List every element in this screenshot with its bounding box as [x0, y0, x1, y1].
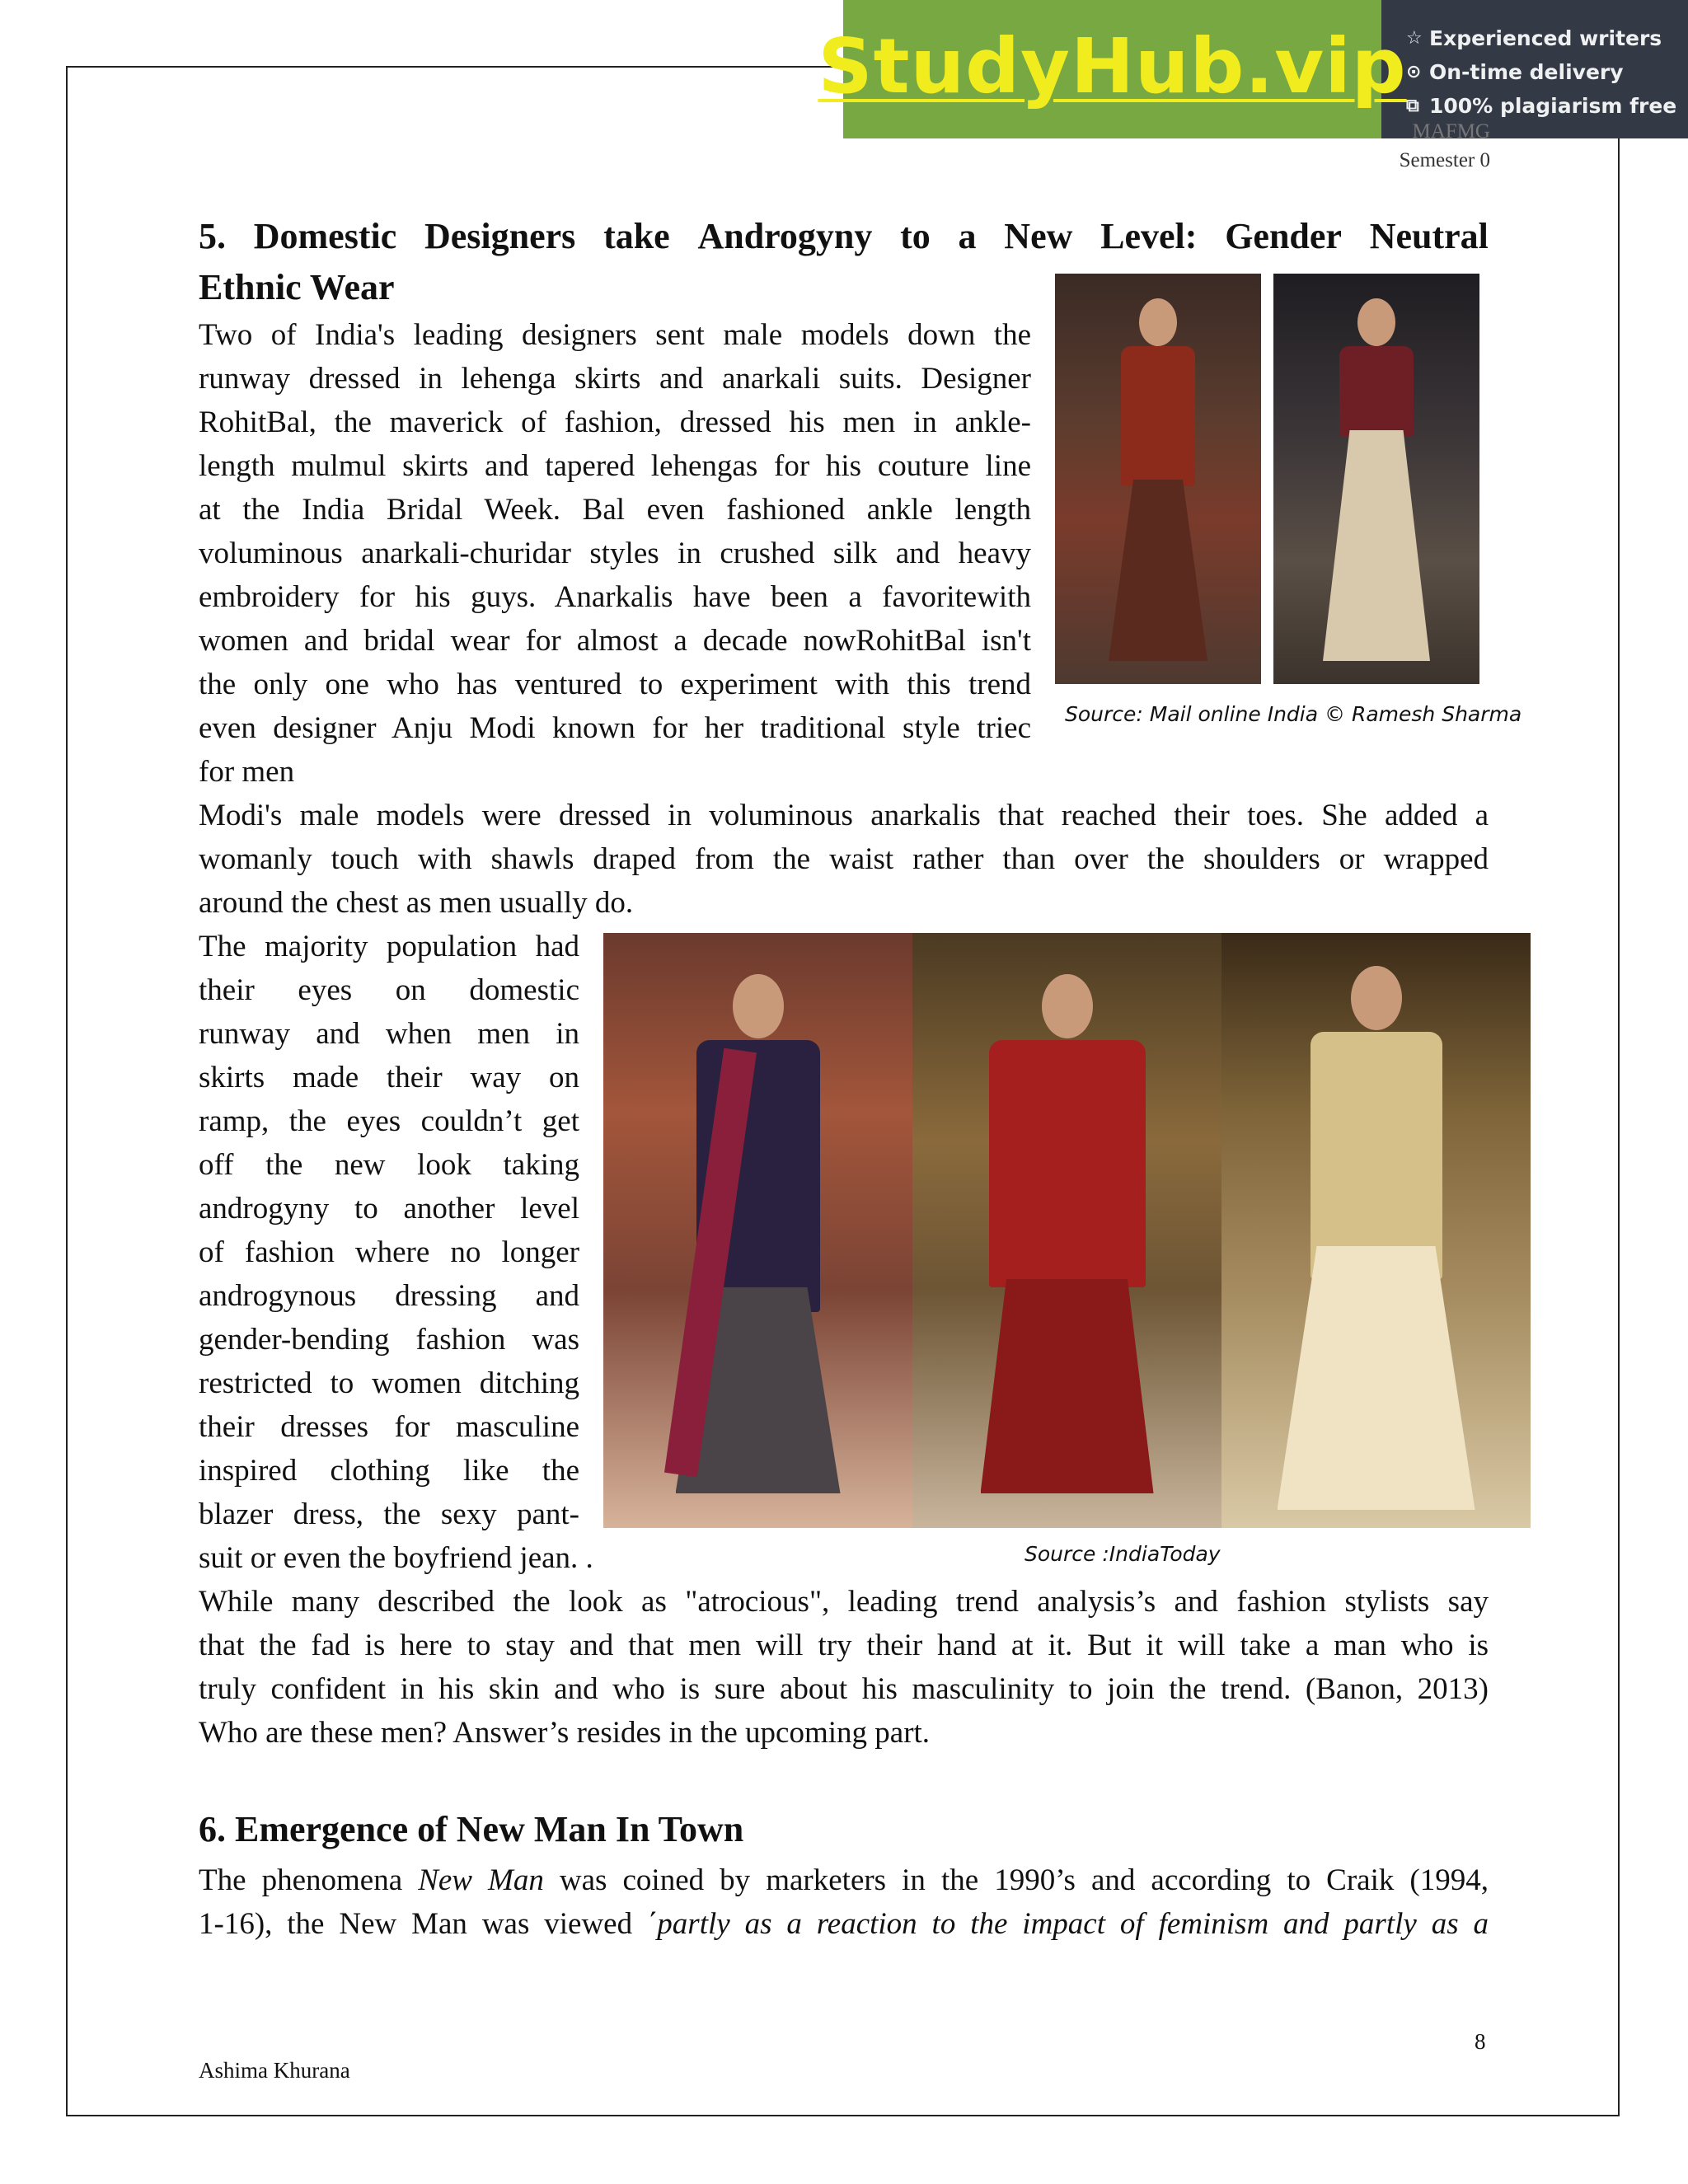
header-programme: MAFMG: [1412, 120, 1490, 143]
text-line: Two of India's leading designers sent male models down the: [199, 318, 1031, 352]
quotation: ΄partly as a reaction to the impact of feminism and partly as a: [646, 1907, 1489, 1941]
banner-features: [1381, 0, 1688, 138]
photo-caption-1: Source: Mail online India © Ramesh Sharma: [1065, 702, 1522, 726]
text-run: was coined by marketers in the 1990’s and according to Craik (1994,: [543, 1863, 1489, 1897]
paragraph-5: [199, 1858, 1489, 1946]
heading-word: 5.: [199, 216, 226, 256]
text-line: their eyes on domestic: [199, 973, 579, 1007]
runway-photo-cream-outfit: [1273, 274, 1479, 684]
text-line: ramp, the eyes couldn’t get: [199, 1104, 579, 1138]
studyhub-banner[interactable]: [818, 0, 1688, 138]
text-line: runway and when men in: [199, 1017, 579, 1051]
feature-label: 100% plagiarism free: [1429, 94, 1677, 118]
text-line: their dresses for masculine: [199, 1410, 579, 1444]
heading-line-2: Ethnic Wear: [199, 267, 395, 307]
text-line: length mulmul skirts and tapered lehengas for his couture line: [199, 449, 1031, 483]
heading-line-1: [199, 211, 1489, 262]
model-skirt: [981, 1279, 1154, 1493]
star-outline-icon: ☆: [1406, 28, 1423, 49]
text-line: even designer Anju Modi known for her traditional style triec: [199, 711, 1031, 745]
header-semester: Semester 0: [1399, 149, 1490, 171]
text-line: at the India Bridal Week. Bal even fashioned ankle length: [199, 493, 1031, 527]
text-line: suit or even the boyfriend jean. .: [199, 1541, 593, 1575]
author-name: Ashima Khurana: [199, 2058, 350, 2083]
text-run: 1-16), the New Man was viewed: [199, 1907, 647, 1941]
model-jacket: [1121, 346, 1195, 486]
heading-word: Designers: [424, 216, 576, 256]
feature-experienced-writers: [1406, 21, 1688, 55]
heading-word: Domestic: [253, 216, 397, 256]
emphasis-term: New Man: [418, 1863, 544, 1897]
text-line: While many described the look as "atrocious", leading trend analysis’s and fashion stylists say: [199, 1585, 1489, 1619]
page-number: 8: [1475, 2029, 1486, 2054]
text-line: [199, 1902, 1489, 1946]
model-head: [1357, 298, 1395, 346]
model-head: [1042, 974, 1093, 1038]
paragraph-2: [199, 794, 1489, 925]
banner-brand-area[interactable]: [818, 0, 1407, 138]
text-line: RohitBal, the maverick of fashion, dressed his men in ankle-: [199, 405, 1031, 439]
runway-photo-velvet-sherwani: [603, 933, 912, 1528]
heading-word: Androgyny: [697, 216, 873, 256]
text-line: skirts made their way on: [199, 1061, 579, 1094]
feature-on-time-delivery: [1406, 55, 1688, 89]
text-line: The majority population had: [199, 930, 579, 963]
model-head: [1351, 966, 1402, 1030]
model-jacket: [1311, 1032, 1442, 1279]
model-vest: [1339, 346, 1414, 437]
model-skirt: [1278, 1246, 1475, 1510]
text-line: gender-bending fashion was: [199, 1323, 579, 1357]
paragraph-4: [199, 1580, 1489, 1755]
feature-plagiarism-free: [1406, 89, 1688, 123]
heading-word: Level:: [1100, 216, 1198, 256]
model-shawl-top: [989, 1040, 1146, 1287]
model-skirt: [1109, 480, 1207, 661]
text-line: around the chest as men usually do.: [199, 886, 634, 920]
feature-label: On-time delivery: [1429, 60, 1624, 84]
text-line: embroidery for his guys. Anarkalis have been a favoritewith: [199, 580, 1031, 614]
model-skirt: [1323, 430, 1430, 661]
heading-word: take: [603, 216, 670, 256]
text-line: women and bridal wear for almost a decade nowRohitBal isn't: [199, 624, 1031, 658]
feature-label: Experienced writers: [1429, 26, 1662, 50]
model-head: [733, 974, 784, 1038]
text-line: androgyny to another level: [199, 1192, 579, 1226]
text-line: [199, 1858, 1489, 1902]
runway-photo-red-outfit: [1055, 274, 1261, 684]
heading-word: Neutral: [1369, 216, 1489, 256]
text-line: Who are these men? Answer’s resides in the upcoming part.: [199, 1716, 931, 1750]
text-line: that the fad is here to stay and that men will try their hand at it. But it will take a man who is: [199, 1629, 1489, 1662]
text-line: runway dressed in lehenga skirts and anarkali suits. Designer: [199, 362, 1031, 396]
photo-caption-2: Source :IndiaToday: [1025, 1542, 1221, 1566]
paragraph-3: [199, 925, 593, 1580]
text-line: inspired clothing like the: [199, 1454, 579, 1488]
text-run: The phenomena: [199, 1863, 419, 1897]
text-line: Modi's male models were dressed in voluminous anarkalis that reached their toes. She added a: [199, 799, 1489, 832]
copy-icon: ⧉: [1406, 96, 1419, 116]
text-line: androgynous dressing and: [199, 1279, 579, 1313]
text-line: the only one who has ventured to experiment with this trend: [199, 668, 1031, 701]
runway-photo-red-shawl: [912, 933, 1221, 1528]
heading-word: a: [958, 216, 977, 256]
heading-word: New: [1004, 216, 1073, 256]
text-line: restricted to women ditching: [199, 1366, 579, 1400]
text-line: voluminous anarkali-churidar styles in crushed silk and heavy: [199, 537, 1031, 570]
runway-photo-gold-anarkali: [1221, 933, 1531, 1528]
clock-icon: ⊙: [1406, 62, 1422, 82]
text-line: of fashion where no longer: [199, 1235, 579, 1269]
text-line: womanly touch with shawls draped from the waist rather than over the shoulders or wrapped: [199, 842, 1489, 876]
model-head: [1139, 298, 1177, 346]
heading-word: Gender: [1225, 216, 1342, 256]
brand-logo-text[interactable]: StudyHub.vip: [818, 21, 1407, 110]
text-line: truly confident in his skin and who is sure about his masculinity to join the trend. (Banon, 2013): [199, 1672, 1489, 1706]
text-line: off the new look taking: [199, 1148, 579, 1182]
section-6-heading: 6. Emergence of New Man In Town: [199, 1809, 744, 1849]
text-line: for men: [199, 755, 295, 789]
heading-word: to: [900, 216, 931, 256]
text-line: blazer dress, the sexy pant-: [199, 1497, 579, 1531]
paragraph-1: [199, 313, 1031, 794]
